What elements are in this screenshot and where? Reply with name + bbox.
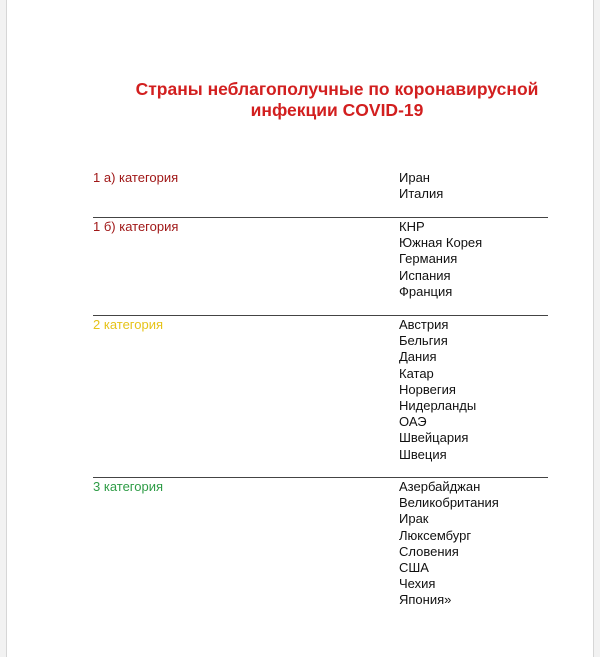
title-line-2: инфекции COVID-19 (250, 100, 424, 120)
country-item: Южная Корея (399, 235, 483, 251)
country-item: КНР (399, 219, 425, 234)
country-item: США (399, 560, 429, 576)
category-1a-countries (399, 170, 443, 202)
country-item: Иран (399, 170, 430, 185)
country-item: Дания (399, 349, 437, 365)
category-1b-countries (399, 219, 482, 300)
category-divider (93, 477, 548, 478)
category-1a-label: 1 а) категория (93, 170, 179, 185)
country-item: Австрия (399, 317, 449, 332)
category-divider (93, 315, 548, 316)
country-item: Азербайджан (399, 479, 481, 494)
document-page (6, 0, 594, 657)
country-item: Бельгия (399, 333, 448, 349)
country-item: Катар (399, 365, 434, 381)
country-item: ОАЭ (399, 414, 427, 430)
country-item: Испания (399, 267, 451, 283)
country-item: Норвегия (399, 381, 456, 397)
country-item: Швеция (399, 446, 447, 462)
country-item: Франция (399, 283, 453, 299)
country-item: Германия (399, 251, 458, 267)
country-item: Чехия (399, 576, 436, 592)
country-item: Нидерланды (399, 398, 477, 414)
country-item: Ирак (399, 511, 429, 527)
country-item: Швейцария (399, 430, 469, 446)
document-title (87, 79, 587, 121)
country-item: Япония» (399, 592, 452, 608)
category-divider (93, 217, 548, 218)
country-item: Италия (399, 186, 444, 202)
category-3-countries (399, 479, 499, 609)
category-2-label: 2 категория (93, 317, 164, 332)
category-2-countries (399, 317, 476, 463)
country-item: Словения (399, 543, 459, 559)
category-3-label: 3 категория (93, 479, 164, 494)
category-1b-label: 1 б) категория (93, 219, 179, 234)
title-line-1: Страны неблагополучные по коронавирусной (135, 79, 539, 99)
country-item: Великобритания (399, 495, 499, 511)
country-item: Люксембург (399, 527, 472, 543)
